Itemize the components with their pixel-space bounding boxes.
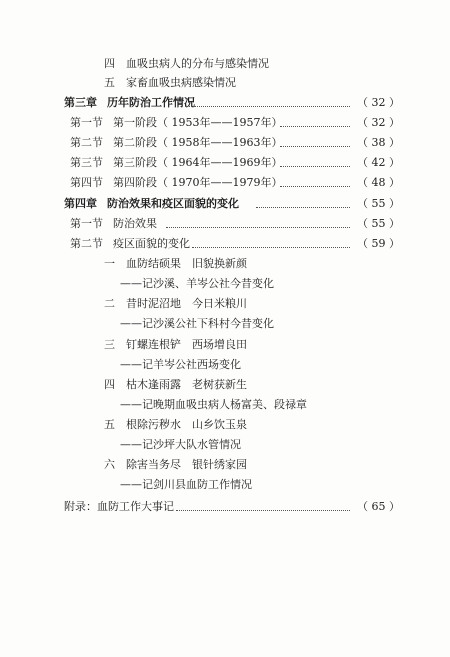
page-number: （ 32 ） — [357, 116, 400, 129]
leader-dots — [192, 247, 350, 248]
item-title: 家畜血吸虫病感染情况 — [126, 76, 236, 89]
subsection-number: 六 — [104, 458, 115, 471]
page-number: （ 38 ） — [357, 136, 400, 149]
section-label: 第四节 — [70, 176, 103, 189]
subsection-title: 根除污秽水 山乡饮玉泉 — [126, 418, 247, 431]
toc-item-4 — [104, 57, 269, 71]
section-label: 第一节 — [70, 217, 103, 230]
section-entry — [70, 136, 282, 150]
section-label: 第二节 — [70, 237, 103, 250]
subsection-entry — [104, 378, 247, 392]
chapter-title: 防治效果和疫区面貌的变化 — [107, 197, 239, 210]
page-number: （ 42 ） — [357, 156, 400, 169]
section-label: 第二节 — [70, 136, 103, 149]
subsection-title: 除害当务尽 银针绣家园 — [126, 458, 247, 471]
subsection-title: 血防结硕果 旧貌换新颜 — [126, 257, 247, 270]
toc-item-5 — [104, 76, 236, 90]
subsection-entry — [104, 257, 247, 271]
page-number: （ 55 ） — [357, 217, 400, 230]
appendix-title: 血防工作大事记 — [97, 500, 174, 513]
section-entry — [70, 217, 157, 231]
subsection-note: ——记沙溪公社下科村今昔变化 — [120, 317, 274, 330]
subsection-note: ——记羊岑公社西场变化 — [120, 358, 241, 371]
appendix-entry — [64, 500, 174, 514]
leader-dots — [186, 106, 350, 107]
subsection-entry — [104, 338, 247, 352]
subsection-entry — [104, 458, 247, 472]
section-title: 第三阶段（ 1964年——1969年） — [113, 156, 283, 169]
leader-dots — [176, 510, 350, 511]
section-label: 第一节 — [70, 116, 103, 129]
subsection-number: 五 — [104, 418, 115, 431]
section-title: 第四阶段（ 1970年——1979年） — [113, 176, 283, 189]
section-title: 疫区面貌的变化 — [113, 237, 190, 250]
item-number: 四 — [104, 57, 115, 70]
page-number: （ 48 ） — [357, 176, 400, 189]
section-entry — [70, 156, 282, 170]
leader-dots — [166, 227, 350, 228]
page-number: （ 55 ） — [357, 197, 400, 210]
section-entry — [70, 176, 282, 190]
section-title: 第一阶段（ 1953年——1957年） — [113, 116, 283, 129]
leader-dots — [256, 207, 350, 208]
subsection-number: 三 — [104, 338, 115, 351]
subsection-note: ——记剑川县血防工作情况 — [120, 478, 252, 491]
subsection-note: ——记沙溪、羊岑公社今昔变化 — [120, 277, 274, 290]
subsection-number: 二 — [104, 297, 115, 310]
section-title: 第二阶段（ 1958年——1963年） — [113, 136, 283, 149]
leader-dots — [280, 126, 350, 127]
item-number: 五 — [104, 76, 115, 89]
subsection-number: 一 — [104, 257, 115, 270]
item-title: 血吸虫病人的分布与感染情况 — [126, 57, 269, 70]
page-number: （ 65 ） — [357, 500, 400, 513]
page-number: （ 59 ） — [357, 237, 400, 250]
subsection-entry — [104, 418, 247, 432]
leader-dots — [280, 186, 350, 187]
subsection-title: 昔时泥沼地 今日米粮川 — [126, 297, 247, 310]
section-label: 第三节 — [70, 156, 103, 169]
subsection-title: 枯木逢雨露 老树获新生 — [126, 378, 247, 391]
chapter-label: 第三章 — [64, 96, 97, 109]
page-number: （ 32 ） — [357, 96, 400, 109]
section-entry — [70, 237, 190, 251]
subsection-note: ——记沙坪大队水管情况 — [120, 438, 241, 451]
leader-dots — [280, 166, 350, 167]
appendix-label: 附录： — [64, 500, 97, 513]
chapter-3-heading — [64, 96, 195, 110]
section-entry — [70, 116, 282, 130]
chapter-label: 第四章 — [64, 197, 97, 210]
subsection-entry — [104, 297, 247, 311]
subsection-number: 四 — [104, 378, 115, 391]
subsection-title: 钉螺连根铲 西场增良田 — [126, 338, 247, 351]
chapter-title: 历年防治工作情况 — [107, 96, 195, 109]
section-title: 防治效果 — [113, 217, 157, 230]
subsection-note: ——记晚期血吸虫病人杨富美、段禄章 — [120, 398, 307, 411]
leader-dots — [280, 146, 350, 147]
chapter-4-heading — [64, 197, 239, 211]
